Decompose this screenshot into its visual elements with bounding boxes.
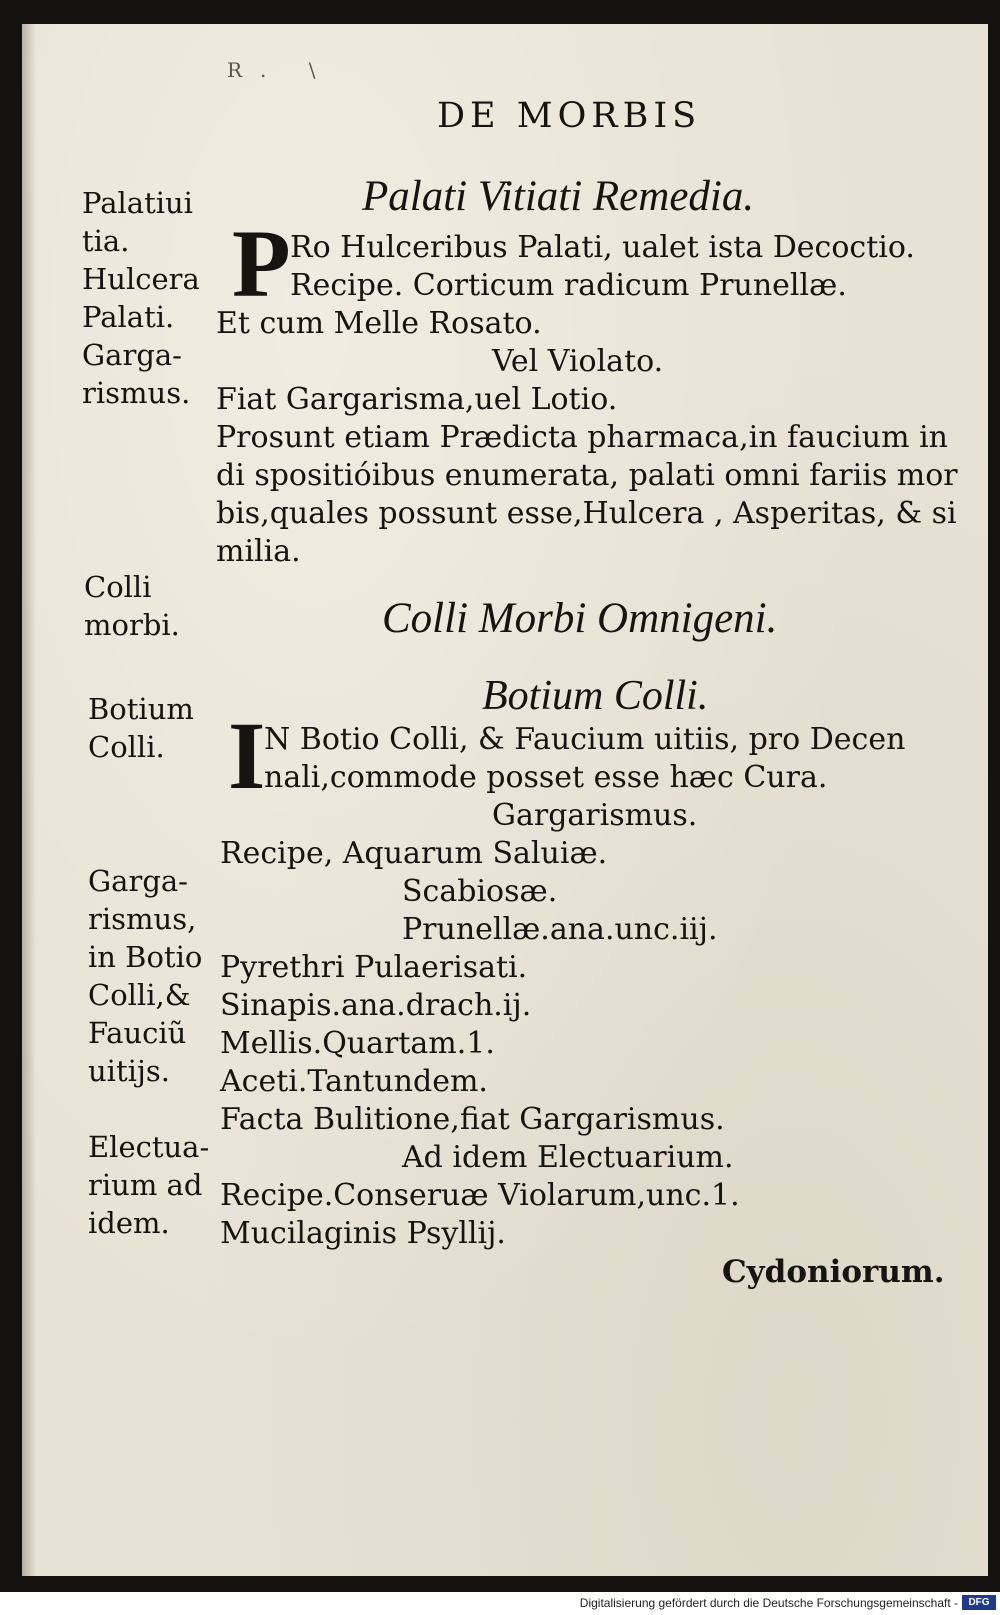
margin-note: Botium bbox=[88, 692, 194, 726]
text-line: bis,quales possunt esse,Hulcera , Asperitas, & si bbox=[216, 496, 957, 531]
text-line: di spositióibus enumerata, palati omni fariis mor bbox=[216, 458, 958, 493]
margin-note: Garga- bbox=[82, 338, 182, 372]
margin-note: Garga- bbox=[88, 864, 188, 898]
text-line: Vel Violato. bbox=[492, 344, 664, 379]
margin-note: in Botio bbox=[88, 940, 203, 974]
running-header: DE MORBIS bbox=[437, 96, 702, 136]
text-line: Mellis.Quartam.1. bbox=[220, 1026, 495, 1061]
margin-note: Palatiui bbox=[82, 186, 193, 220]
subheading-botium: Botium Colli. bbox=[482, 673, 709, 719]
text-line: Sinapis.ana.drach.ij. bbox=[220, 988, 532, 1023]
margin-note: tia. bbox=[82, 224, 130, 258]
margin-note: Fauciũ bbox=[88, 1016, 187, 1050]
text-line: milia. bbox=[216, 534, 301, 569]
text-line: Fiat Gargarisma,uel Lotio. bbox=[216, 382, 618, 417]
text-line: nali,commode posset esse hæc Cura. bbox=[264, 760, 828, 795]
dfg-logo: DFG bbox=[962, 1595, 996, 1610]
margin-note: uitijs. bbox=[88, 1054, 170, 1088]
text-line: Recipe.Conseruæ Violarum,unc.1. bbox=[220, 1178, 740, 1213]
section-heading-colli: Colli Morbi Omnigeni. bbox=[382, 595, 778, 642]
drop-cap-p: P bbox=[232, 210, 291, 317]
text-line: Pyrethri Pulaerisati. bbox=[220, 950, 528, 985]
margin-note: idem. bbox=[88, 1206, 170, 1240]
drop-cap-i: I bbox=[228, 702, 266, 809]
margin-note: Colli bbox=[84, 570, 152, 604]
digitization-footer bbox=[0, 1592, 1000, 1615]
section-heading-palati: Palati Vitiati Remedia. bbox=[362, 173, 755, 220]
text-line: Mucilaginis Psyllij. bbox=[220, 1216, 506, 1251]
margin-note: morbi. bbox=[84, 608, 180, 642]
margin-note: rium ad bbox=[88, 1168, 203, 1202]
text-line: Facta Bulitione,fiat Gargarismus. bbox=[220, 1102, 725, 1137]
margin-note: Palati. bbox=[82, 300, 175, 334]
book-page bbox=[22, 24, 988, 1576]
text-line: Recipe, Aquarum Saluiæ. bbox=[220, 836, 608, 871]
text-line: N Botio Colli, & Faucium uitiis, pro Decen bbox=[264, 722, 906, 757]
page-marks: R. \ bbox=[227, 58, 334, 82]
text-line: Aceti.Tantundem. bbox=[220, 1064, 488, 1099]
margin-note: rismus, bbox=[88, 902, 197, 936]
margin-note: Electua- bbox=[88, 1130, 210, 1164]
text-line: Recipe. Corticum radicum Prunellæ. bbox=[290, 268, 847, 303]
text-line: Ro Hulceribus Palati, ualet ista Decoctio. bbox=[290, 230, 915, 265]
text-line: Gargarismus. bbox=[492, 798, 698, 833]
margin-note: Colli,& bbox=[88, 978, 191, 1012]
catchword: Cydoniorum. bbox=[722, 1254, 945, 1290]
margin-note: Colli. bbox=[88, 730, 165, 764]
text-line: Prosunt etiam Prædicta pharmaca,in faucium in bbox=[216, 420, 948, 455]
margin-note: rismus. bbox=[82, 376, 191, 410]
text-line: Et cum Melle Rosato. bbox=[216, 306, 542, 341]
footer-credit: Digitalisierung gefördert durch die Deutsche Forschungsgemeinschaft - bbox=[579, 1596, 958, 1610]
text-line: Prunellæ.ana.unc.iij. bbox=[402, 912, 718, 947]
text-line: Scabiosæ. bbox=[402, 874, 558, 909]
margin-note: Hulcera bbox=[82, 262, 200, 296]
text-line: Ad idem Electuarium. bbox=[402, 1140, 734, 1175]
